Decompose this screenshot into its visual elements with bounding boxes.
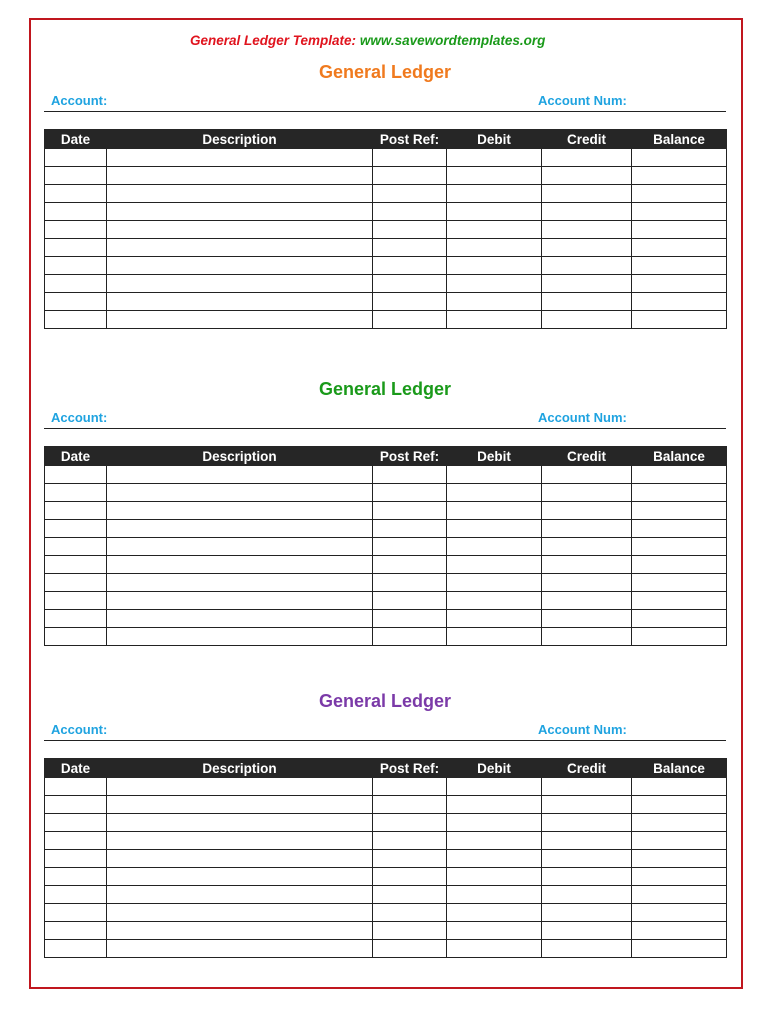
cell-date[interactable] xyxy=(45,167,107,185)
cell-balance[interactable] xyxy=(632,868,727,886)
cell-post-ref[interactable] xyxy=(373,520,447,538)
cell-post-ref[interactable] xyxy=(373,796,447,814)
table-row xyxy=(45,239,727,257)
col-balance: Balance xyxy=(632,447,727,466)
cell-post-ref[interactable] xyxy=(373,239,447,257)
cell-debit[interactable] xyxy=(447,922,542,940)
table-row xyxy=(45,922,727,940)
cell-post-ref[interactable] xyxy=(373,940,447,958)
account-row xyxy=(44,722,726,741)
cell-description[interactable] xyxy=(107,628,373,646)
cell-balance[interactable] xyxy=(632,275,727,293)
cell-credit[interactable] xyxy=(542,484,632,502)
cell-post-ref[interactable] xyxy=(373,293,447,311)
cell-debit[interactable] xyxy=(447,185,542,203)
header-label: General Ledger Template: xyxy=(190,33,357,48)
table-row xyxy=(45,628,727,646)
cell-credit[interactable] xyxy=(542,556,632,574)
cell-date[interactable] xyxy=(45,520,107,538)
col-credit: Credit xyxy=(542,447,632,466)
table-row xyxy=(45,484,727,502)
cell-post-ref[interactable] xyxy=(373,167,447,185)
cell-credit[interactable] xyxy=(542,610,632,628)
cell-balance[interactable] xyxy=(632,466,727,484)
cell-debit[interactable] xyxy=(447,203,542,221)
cell-debit[interactable] xyxy=(447,257,542,275)
cell-balance[interactable] xyxy=(632,502,727,520)
cell-post-ref[interactable] xyxy=(373,832,447,850)
cell-description[interactable] xyxy=(107,221,373,239)
cell-credit[interactable] xyxy=(542,592,632,610)
cell-balance[interactable] xyxy=(632,610,727,628)
cell-debit[interactable] xyxy=(447,868,542,886)
cell-description[interactable] xyxy=(107,796,373,814)
cell-post-ref[interactable] xyxy=(373,484,447,502)
cell-credit[interactable] xyxy=(542,466,632,484)
cell-balance[interactable] xyxy=(632,520,727,538)
table-row xyxy=(45,167,727,185)
cell-credit[interactable] xyxy=(542,832,632,850)
cell-debit[interactable] xyxy=(447,574,542,592)
cell-date[interactable] xyxy=(45,610,107,628)
cell-description[interactable] xyxy=(107,149,373,167)
table-row xyxy=(45,203,727,221)
ledger-title: General Ledger xyxy=(318,62,452,82)
cell-post-ref[interactable] xyxy=(373,311,447,329)
cell-balance[interactable] xyxy=(632,149,727,167)
cell-balance[interactable] xyxy=(632,832,727,850)
cell-credit[interactable] xyxy=(542,520,632,538)
account-label: Account: xyxy=(51,722,108,737)
table-row xyxy=(45,814,727,832)
cell-credit[interactable] xyxy=(542,311,632,329)
cell-date[interactable] xyxy=(45,940,107,958)
cell-debit[interactable] xyxy=(447,149,542,167)
cell-post-ref[interactable] xyxy=(373,610,447,628)
cell-credit[interactable] xyxy=(542,167,632,185)
cell-description[interactable] xyxy=(107,257,373,275)
cell-debit[interactable] xyxy=(447,778,542,796)
template-header xyxy=(0,33,768,48)
cell-date[interactable] xyxy=(45,592,107,610)
cell-credit[interactable] xyxy=(542,904,632,922)
cell-balance[interactable] xyxy=(632,886,727,904)
cell-post-ref[interactable] xyxy=(373,904,447,922)
cell-credit[interactable] xyxy=(542,275,632,293)
cell-balance[interactable] xyxy=(632,922,727,940)
ledger-title: General Ledger xyxy=(318,379,452,399)
table-row xyxy=(45,275,727,293)
cell-debit[interactable] xyxy=(447,796,542,814)
account-row xyxy=(44,93,726,112)
table-row xyxy=(45,185,727,203)
cell-description[interactable] xyxy=(107,275,373,293)
cell-post-ref[interactable] xyxy=(373,185,447,203)
table-row xyxy=(45,221,727,239)
cell-post-ref[interactable] xyxy=(373,203,447,221)
cell-date[interactable] xyxy=(45,293,107,311)
cell-balance[interactable] xyxy=(632,167,727,185)
cell-post-ref[interactable] xyxy=(373,502,447,520)
cell-balance[interactable] xyxy=(632,203,727,221)
cell-debit[interactable] xyxy=(447,293,542,311)
cell-credit[interactable] xyxy=(542,203,632,221)
cell-debit[interactable] xyxy=(447,592,542,610)
table-row xyxy=(45,466,727,484)
account-num-label: Account Num: xyxy=(538,93,627,108)
cell-balance[interactable] xyxy=(632,574,727,592)
col-date: Date xyxy=(45,759,107,778)
cell-date[interactable] xyxy=(45,814,107,832)
cell-date[interactable] xyxy=(45,257,107,275)
col-post-ref: Post Ref: xyxy=(373,447,447,466)
account-label: Account: xyxy=(51,410,108,425)
account-num-label: Account Num: xyxy=(538,722,627,737)
ledger-title: General Ledger xyxy=(318,691,452,711)
cell-debit[interactable] xyxy=(447,850,542,868)
table-row xyxy=(45,832,727,850)
cell-balance[interactable] xyxy=(632,850,727,868)
col-description: Description xyxy=(107,130,373,149)
cell-description[interactable] xyxy=(107,592,373,610)
cell-date[interactable] xyxy=(45,778,107,796)
cell-post-ref[interactable] xyxy=(373,868,447,886)
cell-debit[interactable] xyxy=(447,502,542,520)
cell-credit[interactable] xyxy=(542,814,632,832)
cell-description[interactable] xyxy=(107,484,373,502)
table-row xyxy=(45,574,727,592)
cell-credit[interactable] xyxy=(542,850,632,868)
table-row xyxy=(45,940,727,958)
cell-balance[interactable] xyxy=(632,904,727,922)
col-debit: Debit xyxy=(447,759,542,778)
cell-post-ref[interactable] xyxy=(373,257,447,275)
cell-debit[interactable] xyxy=(447,904,542,922)
cell-post-ref[interactable] xyxy=(373,538,447,556)
col-date: Date xyxy=(45,447,107,466)
cell-debit[interactable] xyxy=(447,556,542,574)
cell-description[interactable] xyxy=(107,850,373,868)
cell-post-ref[interactable] xyxy=(373,778,447,796)
cell-credit[interactable] xyxy=(542,221,632,239)
cell-balance[interactable] xyxy=(632,185,727,203)
cell-debit[interactable] xyxy=(447,610,542,628)
cell-balance[interactable] xyxy=(632,221,727,239)
cell-description[interactable] xyxy=(107,940,373,958)
table-row xyxy=(45,904,727,922)
cell-date[interactable] xyxy=(45,832,107,850)
col-date: Date xyxy=(45,130,107,149)
account-label: Account: xyxy=(51,93,108,108)
cell-description[interactable] xyxy=(107,832,373,850)
account-row xyxy=(44,410,726,429)
table-header-row xyxy=(45,130,727,149)
cell-post-ref[interactable] xyxy=(373,574,447,592)
cell-debit[interactable] xyxy=(447,484,542,502)
cell-description[interactable] xyxy=(107,502,373,520)
cell-description[interactable] xyxy=(107,239,373,257)
cell-debit[interactable] xyxy=(447,466,542,484)
cell-debit[interactable] xyxy=(447,520,542,538)
cell-balance[interactable] xyxy=(632,556,727,574)
cell-description[interactable] xyxy=(107,185,373,203)
cell-balance[interactable] xyxy=(632,592,727,610)
cell-credit[interactable] xyxy=(542,293,632,311)
cell-description[interactable] xyxy=(107,922,373,940)
cell-date[interactable] xyxy=(45,868,107,886)
table-row xyxy=(45,778,727,796)
cell-credit[interactable] xyxy=(542,778,632,796)
cell-description[interactable] xyxy=(107,610,373,628)
cell-post-ref[interactable] xyxy=(373,221,447,239)
table-row xyxy=(45,502,727,520)
table-row xyxy=(45,610,727,628)
cell-debit[interactable] xyxy=(447,311,542,329)
cell-post-ref[interactable] xyxy=(373,149,447,167)
cell-date[interactable] xyxy=(45,556,107,574)
cell-description[interactable] xyxy=(107,574,373,592)
cell-post-ref[interactable] xyxy=(373,886,447,904)
account-num-label: Account Num: xyxy=(538,410,627,425)
cell-credit[interactable] xyxy=(542,239,632,257)
cell-post-ref[interactable] xyxy=(373,466,447,484)
cell-date[interactable] xyxy=(45,275,107,293)
cell-debit[interactable] xyxy=(447,832,542,850)
col-post-ref: Post Ref: xyxy=(373,759,447,778)
table-row xyxy=(45,311,727,329)
cell-date[interactable] xyxy=(45,886,107,904)
table-header-row xyxy=(45,447,727,466)
table-row xyxy=(45,556,727,574)
cell-balance[interactable] xyxy=(632,293,727,311)
cell-description[interactable] xyxy=(107,556,373,574)
cell-date[interactable] xyxy=(45,239,107,257)
cell-balance[interactable] xyxy=(632,484,727,502)
cell-description[interactable] xyxy=(107,778,373,796)
cell-date[interactable] xyxy=(45,628,107,646)
cell-balance[interactable] xyxy=(632,311,727,329)
table-row xyxy=(45,850,727,868)
cell-post-ref[interactable] xyxy=(373,556,447,574)
table-header-row xyxy=(45,759,727,778)
cell-post-ref[interactable] xyxy=(373,814,447,832)
header-url[interactable]: www.savewordtemplates.org xyxy=(359,33,546,48)
table-row xyxy=(45,868,727,886)
cell-description[interactable] xyxy=(107,520,373,538)
cell-debit[interactable] xyxy=(447,814,542,832)
cell-credit[interactable] xyxy=(542,886,632,904)
cell-credit[interactable] xyxy=(542,796,632,814)
cell-credit[interactable] xyxy=(542,185,632,203)
cell-date[interactable] xyxy=(45,502,107,520)
cell-date[interactable] xyxy=(45,185,107,203)
table-row xyxy=(45,796,727,814)
cell-date[interactable] xyxy=(45,149,107,167)
cell-post-ref[interactable] xyxy=(373,850,447,868)
cell-debit[interactable] xyxy=(447,628,542,646)
cell-date[interactable] xyxy=(45,796,107,814)
cell-date[interactable] xyxy=(45,574,107,592)
cell-post-ref[interactable] xyxy=(373,275,447,293)
cell-date[interactable] xyxy=(45,850,107,868)
table-row xyxy=(45,293,727,311)
col-credit: Credit xyxy=(542,130,632,149)
cell-description[interactable] xyxy=(107,814,373,832)
cell-date[interactable] xyxy=(45,484,107,502)
ledger-table xyxy=(44,446,727,646)
cell-description[interactable] xyxy=(107,538,373,556)
cell-credit[interactable] xyxy=(542,502,632,520)
cell-date[interactable] xyxy=(45,311,107,329)
cell-balance[interactable] xyxy=(632,257,727,275)
cell-date[interactable] xyxy=(45,466,107,484)
cell-balance[interactable] xyxy=(632,940,727,958)
cell-debit[interactable] xyxy=(447,940,542,958)
table-row xyxy=(45,520,727,538)
table-row xyxy=(45,149,727,167)
col-balance: Balance xyxy=(632,130,727,149)
cell-debit[interactable] xyxy=(447,886,542,904)
cell-description[interactable] xyxy=(107,311,373,329)
cell-credit[interactable] xyxy=(542,574,632,592)
col-post-ref: Post Ref: xyxy=(373,130,447,149)
col-debit: Debit xyxy=(447,130,542,149)
cell-description[interactable] xyxy=(107,868,373,886)
cell-debit[interactable] xyxy=(447,275,542,293)
col-credit: Credit xyxy=(542,759,632,778)
cell-balance[interactable] xyxy=(632,239,727,257)
cell-debit[interactable] xyxy=(447,221,542,239)
cell-credit[interactable] xyxy=(542,628,632,646)
cell-date[interactable] xyxy=(45,922,107,940)
cell-debit[interactable] xyxy=(447,167,542,185)
cell-date[interactable] xyxy=(45,538,107,556)
cell-credit[interactable] xyxy=(542,868,632,886)
cell-description[interactable] xyxy=(107,293,373,311)
cell-date[interactable] xyxy=(45,203,107,221)
cell-post-ref[interactable] xyxy=(373,628,447,646)
cell-date[interactable] xyxy=(45,221,107,239)
cell-description[interactable] xyxy=(107,203,373,221)
cell-post-ref[interactable] xyxy=(373,592,447,610)
table-row xyxy=(45,592,727,610)
cell-balance[interactable] xyxy=(632,796,727,814)
cell-description[interactable] xyxy=(107,466,373,484)
cell-date[interactable] xyxy=(45,904,107,922)
cell-description[interactable] xyxy=(107,886,373,904)
cell-debit[interactable] xyxy=(447,239,542,257)
col-balance: Balance xyxy=(632,759,727,778)
table-row xyxy=(45,257,727,275)
cell-balance[interactable] xyxy=(632,778,727,796)
table-row xyxy=(45,538,727,556)
cell-debit[interactable] xyxy=(447,538,542,556)
cell-credit[interactable] xyxy=(542,538,632,556)
cell-description[interactable] xyxy=(107,904,373,922)
col-description: Description xyxy=(107,759,373,778)
ledger-table xyxy=(44,758,727,958)
col-description: Description xyxy=(107,447,373,466)
cell-balance[interactable] xyxy=(632,628,727,646)
cell-credit[interactable] xyxy=(542,922,632,940)
cell-balance[interactable] xyxy=(632,538,727,556)
table-row xyxy=(45,886,727,904)
ledger-table xyxy=(44,129,727,329)
cell-post-ref[interactable] xyxy=(373,922,447,940)
cell-credit[interactable] xyxy=(542,257,632,275)
cell-credit[interactable] xyxy=(542,940,632,958)
col-debit: Debit xyxy=(447,447,542,466)
cell-balance[interactable] xyxy=(632,814,727,832)
cell-credit[interactable] xyxy=(542,149,632,167)
cell-description[interactable] xyxy=(107,167,373,185)
